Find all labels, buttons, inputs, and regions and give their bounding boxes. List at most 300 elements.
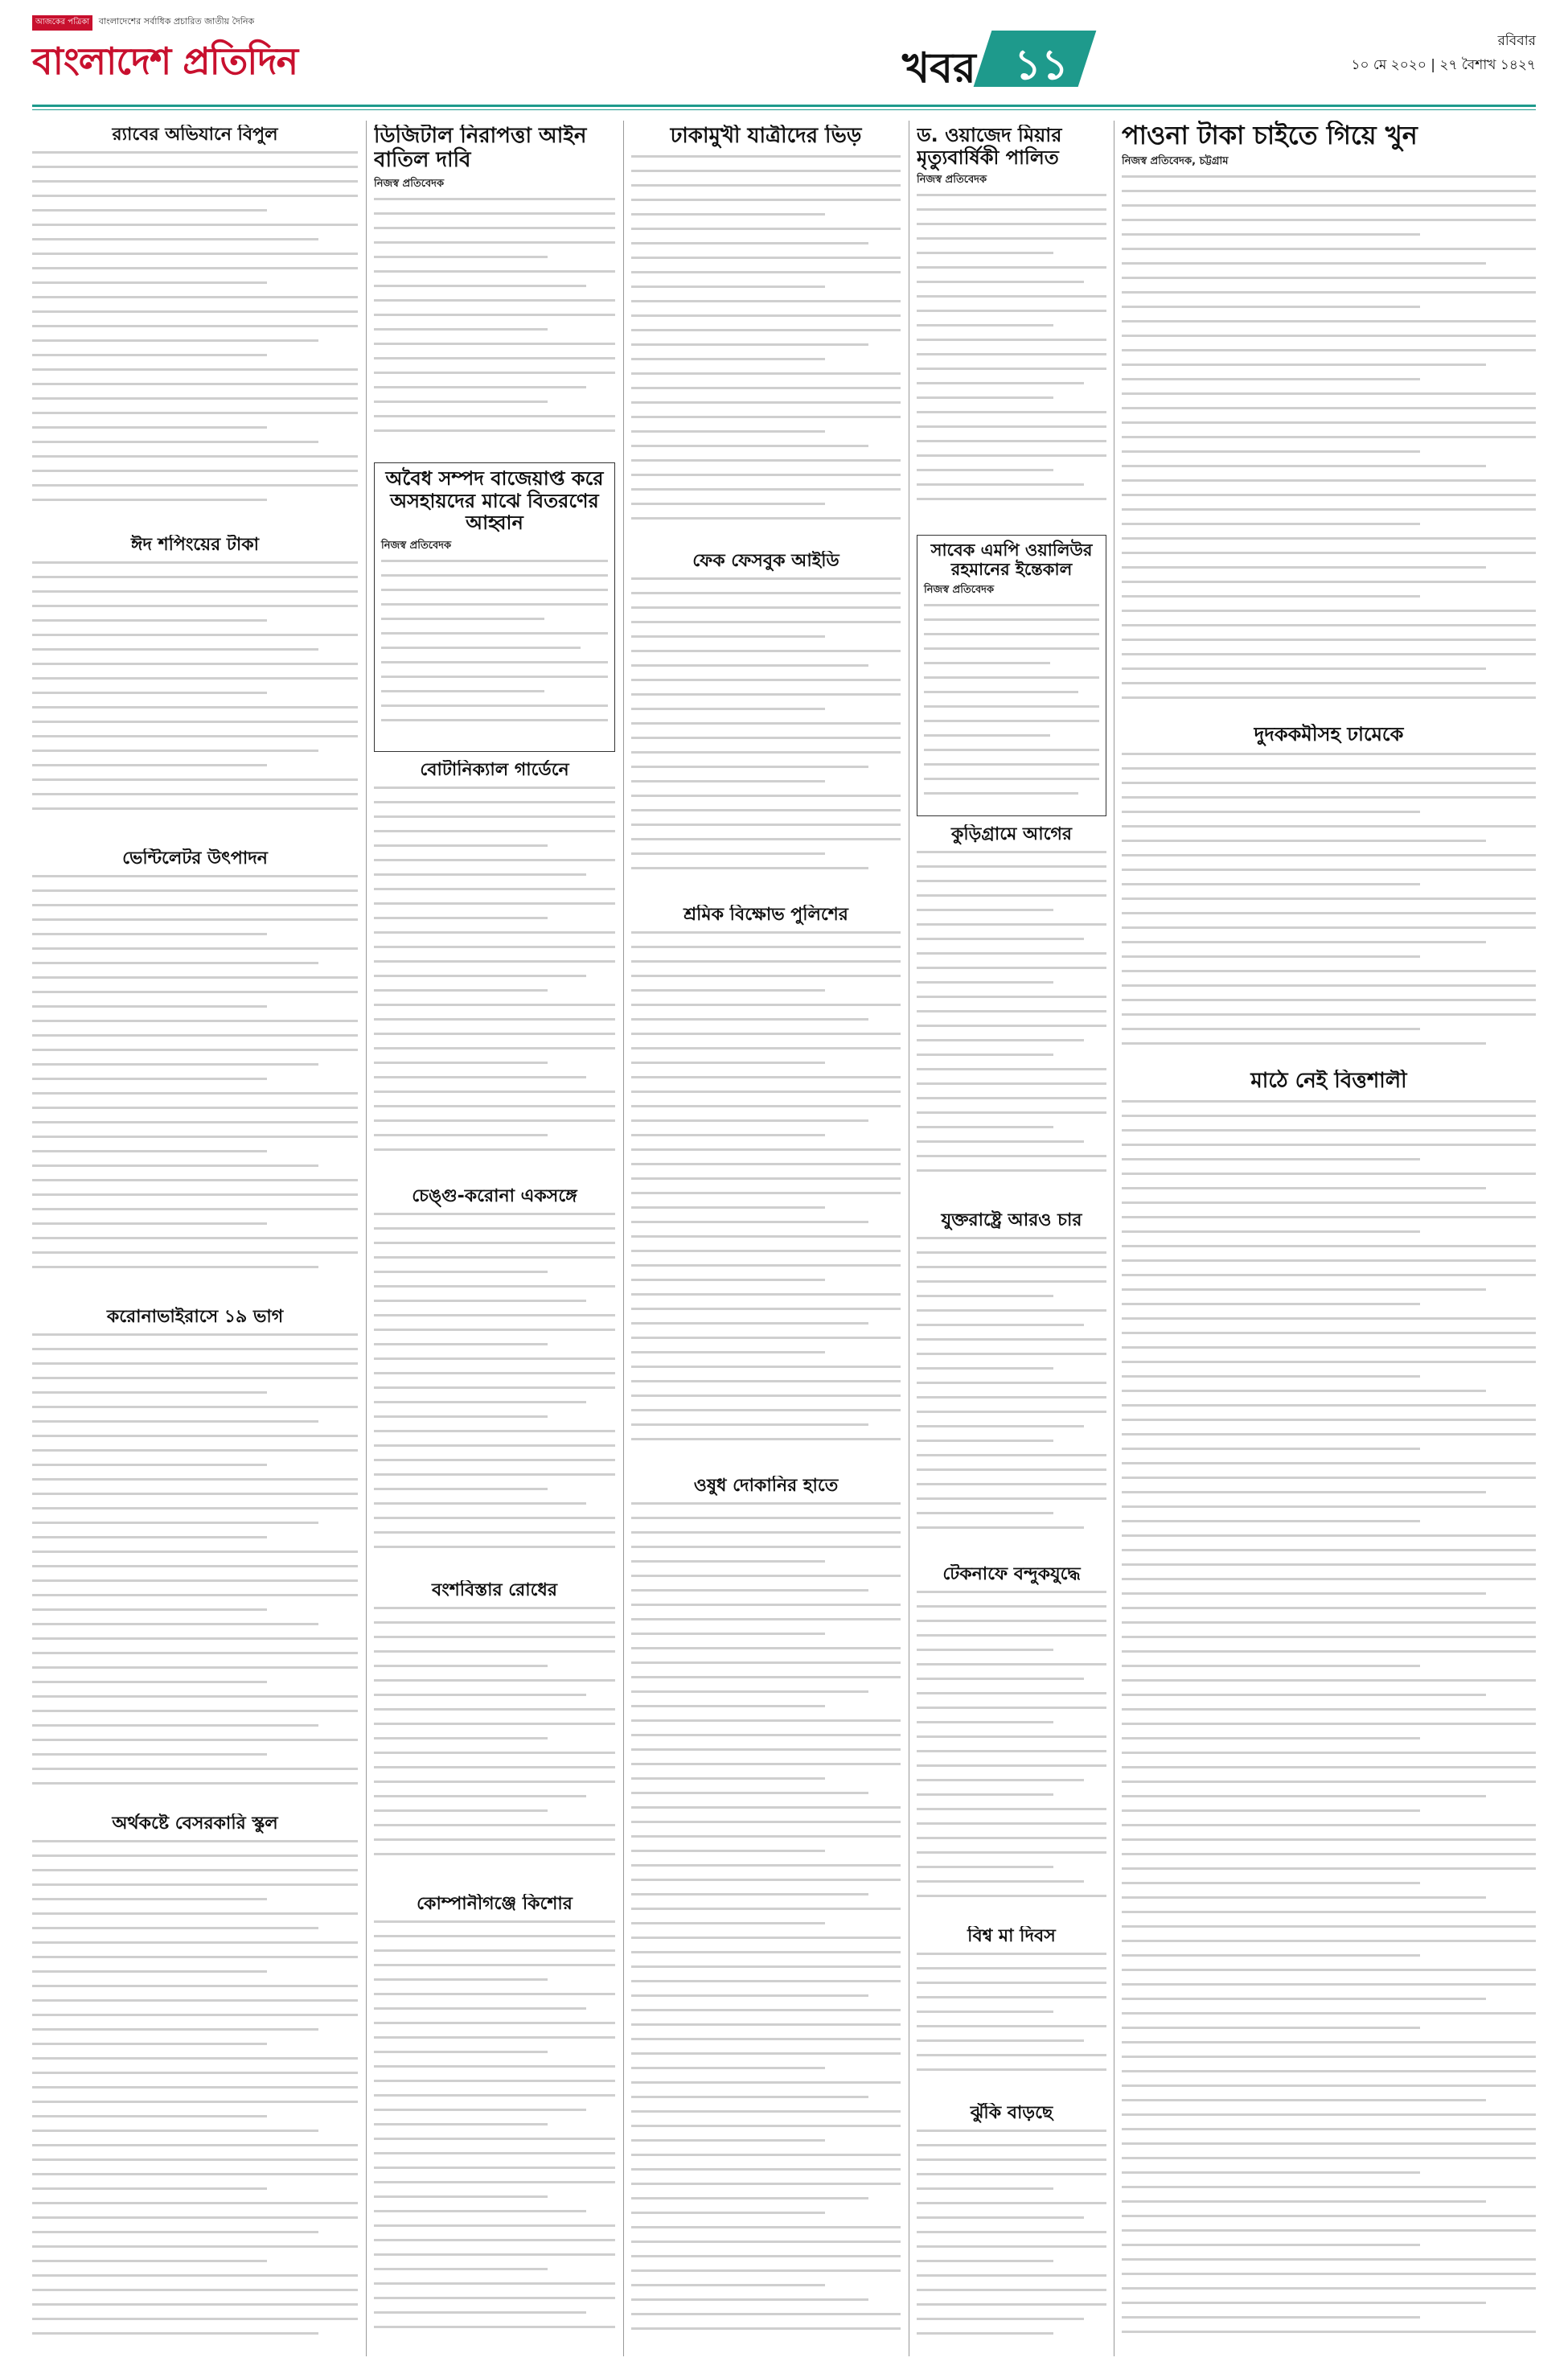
- text-line: [32, 561, 358, 564]
- text-line: [917, 2173, 1106, 2175]
- text-line: [631, 300, 901, 302]
- text-line: [631, 228, 901, 230]
- text-line: [374, 2080, 615, 2082]
- article-headline[interactable]: মাঠে নেই বিত্তশালী: [1250, 1070, 1407, 1093]
- text-line: [1122, 1896, 1486, 1899]
- text-line: [32, 209, 267, 212]
- text-line: [32, 1637, 358, 1640]
- article[interactable]: [917, 824, 1106, 1202]
- text-line: [374, 1430, 615, 1432]
- text-line: [1122, 1433, 1536, 1435]
- text-line: [917, 1512, 1053, 1514]
- text-line: [917, 1367, 1053, 1370]
- text-line: [1122, 840, 1486, 842]
- text-line: [32, 2043, 267, 2045]
- text-line: [1122, 1303, 1420, 1305]
- text-line: [32, 1739, 358, 1741]
- text-line: [1122, 349, 1536, 351]
- article[interactable]: [917, 1210, 1106, 1556]
- text-line: [917, 1750, 1106, 1752]
- text-line: [631, 577, 901, 580]
- text-line: [374, 1256, 615, 1259]
- text-line: [1122, 2157, 1536, 2159]
- text-line: [631, 1575, 901, 1577]
- text-line: [631, 1661, 901, 1664]
- text-line: [374, 1314, 615, 1316]
- article-body: [631, 577, 901, 869]
- text-line: [917, 2303, 1106, 2306]
- text-line: [917, 2202, 1106, 2204]
- article[interactable]: [631, 125, 901, 543]
- article-body: [631, 931, 901, 1440]
- text-line: [917, 353, 1106, 355]
- article[interactable]: [917, 535, 1106, 816]
- text-line: [32, 2158, 358, 2161]
- text-line: [917, 996, 1106, 998]
- text-line: [917, 1068, 1106, 1070]
- text-line: [32, 484, 358, 487]
- text-line: [631, 1893, 868, 1896]
- text-line: [631, 445, 868, 447]
- article-headline[interactable]: শ্রমিক বিক্ষোভ পুলিশের: [683, 905, 848, 925]
- text-line: [924, 618, 1099, 621]
- text-line: [1122, 537, 1536, 540]
- text-line: [917, 324, 1053, 327]
- article[interactable]: [917, 125, 1106, 527]
- article-headline[interactable]: কুড়িগ্রামে আগের: [951, 824, 1072, 844]
- text-line: [374, 1213, 615, 1215]
- article-body: [374, 198, 615, 432]
- text-line: [1122, 767, 1536, 770]
- text-line: [32, 1333, 358, 1336]
- header-rule-thin: [32, 109, 1536, 110]
- text-line: [917, 1111, 1106, 1114]
- article-body: [374, 1920, 615, 2328]
- text-line: [32, 663, 358, 665]
- text-line: [917, 2260, 1053, 2262]
- text-line: [1122, 2287, 1536, 2290]
- text-line: [374, 2109, 586, 2111]
- text-line: [917, 1425, 1084, 1427]
- article[interactable]: [1122, 724, 1536, 1062]
- text-line: [1122, 233, 1420, 236]
- text-line: [917, 1649, 1053, 1651]
- text-line: [374, 1047, 615, 1049]
- text-line: [381, 560, 608, 562]
- article-headline[interactable]: ভেন্টিলেটর উৎপাদন: [122, 848, 268, 869]
- article-body: [374, 787, 615, 1151]
- text-line: [631, 503, 825, 505]
- text-line: [917, 1140, 1084, 1143]
- text-line: [631, 1647, 901, 1649]
- text-line: [631, 2284, 825, 2286]
- column-divider: [623, 121, 624, 2356]
- text-line: [631, 329, 901, 331]
- text-line: [631, 1908, 901, 1910]
- text-line: [917, 1707, 1106, 1709]
- article-headline[interactable]: র‌্যাবের অভিযানে বিপুল: [112, 125, 278, 145]
- article-headline[interactable]: ড. ওয়াজেদ মিয়ার মৃত্যুবার্ষিকী পালিত: [917, 125, 1062, 169]
- text-line: [917, 1039, 1084, 1041]
- text-line: [374, 2138, 615, 2140]
- text-line: [374, 931, 615, 934]
- text-line: [631, 1922, 825, 1924]
- text-line: [917, 339, 1106, 341]
- article[interactable]: [374, 1894, 615, 2352]
- text-line: [374, 1119, 615, 1122]
- text-line: [631, 780, 825, 782]
- text-line: [631, 1250, 901, 1252]
- text-line: [1122, 1404, 1536, 1407]
- article-headline[interactable]: সাবেক এমপি ওয়ালিউর রহমানের ইন্তেকাল: [930, 540, 1093, 580]
- article-headline[interactable]: টেকনাফে বন্দুকযুদ্ধে: [942, 1564, 1081, 1584]
- text-line: [374, 227, 615, 229]
- text-line: [917, 2039, 1084, 2042]
- text-line: [631, 1177, 901, 1180]
- text-line: [631, 708, 825, 710]
- text-line: [917, 2144, 1106, 2146]
- article-headline[interactable]: ফেক ফেসবুক আইডি: [692, 551, 839, 571]
- text-line: [917, 281, 1084, 283]
- text-line: [1122, 1549, 1536, 1551]
- text-line: [32, 281, 267, 284]
- article[interactable]: [917, 1926, 1106, 2095]
- text-line: [32, 1222, 267, 1225]
- text-line: [631, 1308, 901, 1310]
- article[interactable]: [32, 125, 358, 527]
- text-line: [917, 223, 1106, 225]
- text-line: [917, 469, 1053, 471]
- masthead-tagline: [32, 14, 322, 31]
- text-line: [924, 647, 1099, 650]
- text-line: [374, 1401, 586, 1403]
- text-line: [374, 2253, 615, 2256]
- article[interactable]: [32, 535, 358, 840]
- article-body: [924, 604, 1099, 795]
- article[interactable]: [631, 551, 901, 897]
- text-line: [917, 952, 1106, 955]
- text-line: [631, 155, 901, 158]
- text-line: [631, 387, 901, 389]
- text-line: [32, 2187, 267, 2190]
- text-line: [32, 426, 267, 429]
- text-line: [1122, 1636, 1536, 1638]
- text-line: [374, 1993, 615, 1995]
- text-line: [32, 1854, 358, 1857]
- text-line: [631, 1119, 868, 1122]
- text-line: [32, 253, 358, 255]
- text-line: [1122, 1824, 1536, 1826]
- text-line: [1122, 1274, 1536, 1276]
- text-line: [32, 1782, 358, 1785]
- text-line: [631, 2096, 868, 2098]
- text-line: [1122, 1245, 1536, 1247]
- text-line: [917, 454, 1106, 457]
- text-line: [1122, 1187, 1486, 1189]
- text-line: [32, 1164, 318, 1167]
- text-line: [374, 1004, 615, 1006]
- text-line: [1122, 552, 1536, 554]
- text-line: [631, 1951, 901, 1953]
- text-line: [631, 314, 901, 317]
- text-line: [32, 354, 267, 356]
- text-line: [32, 499, 267, 501]
- article[interactable]: [374, 462, 615, 752]
- text-line: [1122, 392, 1536, 395]
- text-line: [32, 1078, 267, 1080]
- text-line: [631, 1748, 901, 1751]
- text-line: [1122, 1100, 1536, 1103]
- text-line: [32, 1898, 267, 1900]
- article-headline[interactable]: ঝুঁকি বাড়ছে: [970, 2103, 1053, 2123]
- text-line: [374, 357, 615, 359]
- article[interactable]: [32, 1307, 358, 1805]
- article-byline: নিজস্ব প্রতিবেদক, চট্টগ্রাম: [1122, 154, 1229, 167]
- text-line: [374, 1546, 615, 1548]
- article-headline[interactable]: যুক্তরাষ্ট্রে আরও চার: [941, 1210, 1082, 1230]
- text-line: [917, 310, 1106, 312]
- text-line: [1122, 508, 1536, 511]
- text-line: [631, 650, 901, 652]
- text-line: [32, 904, 358, 906]
- text-line: [917, 1097, 1106, 1099]
- text-line: [32, 991, 358, 993]
- text-line: [1122, 1448, 1420, 1450]
- text-line: [631, 1965, 901, 1968]
- text-line: [1122, 682, 1536, 684]
- text-line: [374, 1517, 615, 1519]
- text-line: [32, 166, 358, 168]
- article[interactable]: [917, 1564, 1106, 1918]
- text-line: [631, 809, 901, 811]
- text-line: [374, 2268, 548, 2270]
- text-line: [1122, 219, 1536, 221]
- date: ১০ মে ২০২০ | ২৭ বৈশাখ ১৪২৭: [1351, 57, 1536, 73]
- text-line: [32, 1049, 358, 1051]
- text-line: [631, 2327, 901, 2330]
- article-headline[interactable]: বংশবিস্তার রোধের: [432, 1580, 557, 1600]
- text-line: [32, 1666, 358, 1669]
- text-line: [374, 960, 615, 963]
- text-line: [631, 416, 901, 418]
- article-headline[interactable]: কোম্পানীগঞ্জে কিশোর: [417, 1894, 573, 1914]
- text-line: [631, 2110, 901, 2113]
- text-line: [1122, 1158, 1420, 1160]
- text-line: [631, 1879, 901, 1881]
- text-line: [631, 1502, 901, 1505]
- text-line: [1122, 1028, 1420, 1030]
- article-headline[interactable]: অর্থকষ্টে বেসরকারি স্কুল: [112, 1813, 278, 1834]
- text-line: [381, 603, 608, 606]
- text-line: [374, 1488, 548, 1490]
- text-line: [631, 1589, 868, 1592]
- text-line: [631, 1409, 901, 1411]
- text-line: [32, 1579, 358, 1582]
- text-line: [924, 676, 1099, 679]
- text-line: [631, 488, 901, 491]
- text-line: [631, 1076, 901, 1078]
- text-line: [32, 918, 358, 921]
- article[interactable]: [374, 1580, 615, 1886]
- text-line: [1122, 2200, 1486, 2203]
- text-line: [917, 967, 1106, 969]
- text-line: [374, 1386, 615, 1389]
- text-line: [32, 1536, 267, 1538]
- text-line: [1122, 1708, 1536, 1711]
- text-line: [374, 372, 615, 374]
- text-line: [374, 1621, 615, 1624]
- text-line: [631, 2154, 901, 2156]
- text-line: [1122, 610, 1536, 612]
- text-line: [631, 1163, 901, 1165]
- text-line: [917, 1851, 1106, 1854]
- article-headline[interactable]: বিশ্ব মা দিবস: [967, 1926, 1056, 1946]
- text-line: [917, 865, 1106, 868]
- text-line: [631, 1994, 868, 1997]
- text-line: [381, 719, 608, 721]
- text-line: [917, 1497, 1106, 1500]
- text-line: [1122, 494, 1536, 496]
- text-line: [917, 1779, 1084, 1781]
- text-line: [32, 1493, 358, 1495]
- text-line: [631, 960, 901, 963]
- text-line: [917, 2068, 1106, 2071]
- text-line: [917, 1837, 1106, 1839]
- article-headline[interactable]: করোনাভাইরাসে ১৯ ভাগ: [106, 1307, 284, 1327]
- text-line: [631, 946, 901, 948]
- article-headline[interactable]: ঢাকামুখী যাত্রীদের ভিড়: [670, 125, 862, 148]
- text-line: [917, 1692, 1106, 1694]
- text-line: [631, 1604, 901, 1606]
- text-line: [374, 902, 615, 905]
- article-headline[interactable]: ঈদ শপিংয়ের টাকা: [131, 535, 259, 555]
- text-line: [1122, 1665, 1420, 1667]
- text-line: [924, 705, 1099, 708]
- text-line: [32, 470, 358, 472]
- text-line: [917, 382, 1084, 384]
- text-line: [1122, 1969, 1536, 1971]
- text-line: [1122, 2099, 1486, 2101]
- text-line: [1122, 2273, 1536, 2275]
- text-line: [1122, 1520, 1420, 1522]
- text-line: [32, 1478, 358, 1481]
- text-line: [631, 459, 901, 462]
- text-line: [374, 1795, 586, 1797]
- text-line: [917, 1996, 1106, 1998]
- text-line: [631, 1018, 868, 1021]
- article[interactable]: [374, 125, 615, 454]
- newspaper-title[interactable]: বাংলাদেশ প্রতিদিন: [32, 39, 298, 83]
- article-headline[interactable]: ডিজিটাল নিরাপত্তা আইন বাতিল দাবি: [374, 125, 587, 172]
- text-line: [1122, 1679, 1536, 1682]
- text-line: [32, 383, 358, 385]
- article-body: [917, 1237, 1106, 1529]
- text-line: [631, 592, 901, 594]
- text-line: [917, 938, 1084, 940]
- article[interactable]: [631, 1476, 901, 2352]
- text-line: [374, 1343, 548, 1345]
- article[interactable]: [32, 848, 358, 1299]
- text-line: [374, 975, 586, 977]
- text-line: [917, 1735, 1106, 1738]
- text-line: [374, 1033, 615, 1035]
- text-line: [32, 1034, 358, 1037]
- text-line: [917, 2011, 1053, 2013]
- article[interactable]: [32, 1813, 358, 2352]
- article[interactable]: [1122, 1070, 1536, 2352]
- text-line: [631, 931, 901, 934]
- article[interactable]: [374, 760, 615, 1178]
- article-headline[interactable]: চেঙ্গু-করোনা একসঙ্গে: [412, 1186, 577, 1206]
- text-line: [1122, 2027, 1420, 2029]
- text-line: [631, 824, 901, 826]
- text-line: [924, 778, 1099, 780]
- text-line: [374, 989, 548, 992]
- text-line: [631, 1033, 901, 1035]
- text-line: [917, 2216, 1084, 2219]
- article-headline[interactable]: ওষুধ দোকানির হাতে: [693, 1476, 839, 1496]
- article-headline[interactable]: বোটানিক্যাল গার্ডেনে: [420, 760, 569, 780]
- article[interactable]: [1122, 121, 1536, 716]
- text-line: [1122, 1216, 1536, 1218]
- text-line: [1122, 1592, 1486, 1595]
- text-line: [1122, 639, 1536, 641]
- article-body: [631, 155, 901, 520]
- article[interactable]: [917, 2103, 1106, 2352]
- text-line: [917, 1280, 1106, 1283]
- article-body: [917, 194, 1106, 500]
- text-line: [32, 224, 358, 226]
- text-line: [1122, 204, 1536, 207]
- text-line: [374, 386, 586, 388]
- text-line: [374, 1920, 615, 1923]
- text-line: [32, 1724, 318, 1727]
- text-line: [1122, 1361, 1536, 1363]
- article-headline[interactable]: দুদককমীসহ ঢামেকে: [1254, 724, 1404, 745]
- text-line: [1122, 624, 1536, 626]
- weekday: রবিবার: [1497, 33, 1536, 49]
- text-line: [631, 795, 901, 797]
- text-line: [1122, 825, 1536, 828]
- text-line: [917, 1483, 1106, 1485]
- text-line: [917, 2158, 1106, 2161]
- text-line: [631, 1719, 901, 1722]
- text-line: [374, 343, 615, 345]
- text-line: [32, 889, 358, 892]
- article-headline[interactable]: পাওনা টাকা চাইতে গিয়ে খুন: [1122, 121, 1418, 150]
- text-line: [631, 1004, 901, 1006]
- text-line: [631, 1264, 901, 1267]
- text-line: [32, 1840, 358, 1842]
- text-line: [32, 1377, 358, 1379]
- text-line: [1122, 320, 1536, 322]
- text-line: [631, 1351, 825, 1353]
- text-line: [1122, 1491, 1486, 1493]
- text-line: [1122, 2186, 1536, 2188]
- text-line: [32, 1435, 358, 1437]
- column-divider: [366, 121, 367, 2356]
- article[interactable]: [631, 905, 901, 1468]
- text-line: [1122, 1375, 1420, 1378]
- text-line: [631, 1734, 901, 1736]
- text-line: [374, 1737, 548, 1739]
- article-headline[interactable]: অবৈধ সম্পদ বাজেয়াপ্ত করে অসহায়দের মাঝে বিতরণের আহ্বান: [385, 467, 604, 535]
- text-line: [631, 838, 901, 840]
- text-line: [32, 151, 358, 154]
- article[interactable]: [374, 1186, 615, 1572]
- text-line: [1122, 262, 1486, 265]
- section-name: খবর: [902, 44, 976, 92]
